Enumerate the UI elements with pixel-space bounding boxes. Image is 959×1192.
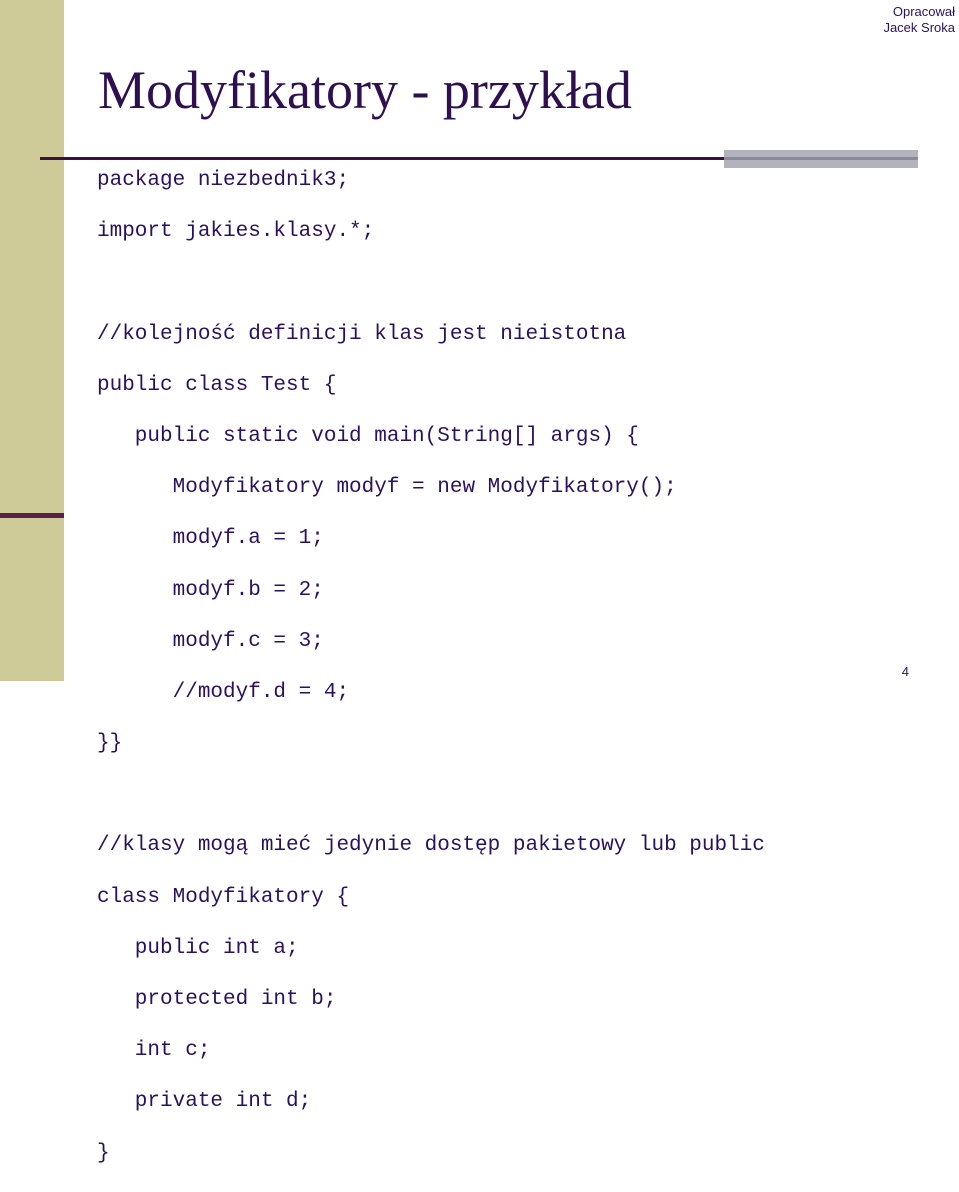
code-line: public static void main(String[] args) { <box>97 424 639 448</box>
author-line-2: Jacek Sroka <box>883 20 955 35</box>
code-line: private int d; <box>97 1090 312 1114</box>
author-credit <box>883 4 955 36</box>
code-line: } <box>97 1141 110 1165</box>
code-line: public class Test { <box>97 373 337 397</box>
slide-title: Modyfikatory - przykład <box>98 60 632 120</box>
code-line: //klasy mogą mieć jedynie dostęp pakietowy lub public <box>97 834 765 858</box>
code-line: }} <box>97 732 123 756</box>
sidebar-accent-line <box>0 513 64 518</box>
code-line: import jakies.klasy.*; <box>97 220 375 244</box>
code-line: package niezbednik3; <box>97 169 350 192</box>
code-line <box>97 270 765 296</box>
code-line: class Modyfikatory { <box>97 885 350 909</box>
code-line: Modyfikatory modyf = new Modyfikatory(); <box>97 476 677 500</box>
author-line-1: Opracował <box>892 4 955 19</box>
code-line <box>97 782 765 808</box>
page-number: 4 <box>901 664 909 679</box>
code-line: modyf.a = 1; <box>97 527 324 551</box>
title-rule-gray-line <box>724 157 918 160</box>
code-line: modyf.b = 2; <box>97 578 324 602</box>
code-line: //modyf.d = 4; <box>97 680 350 704</box>
code-line: public int a; <box>97 936 299 960</box>
code-block <box>97 168 765 1192</box>
code-line: protected int b; <box>97 988 337 1011</box>
code-line: //kolejność definicji klas jest nieistotna <box>97 322 627 346</box>
code-line: modyf.c = 3; <box>97 629 324 653</box>
code-line: int c; <box>97 1039 211 1063</box>
sidebar-decoration <box>0 0 64 681</box>
